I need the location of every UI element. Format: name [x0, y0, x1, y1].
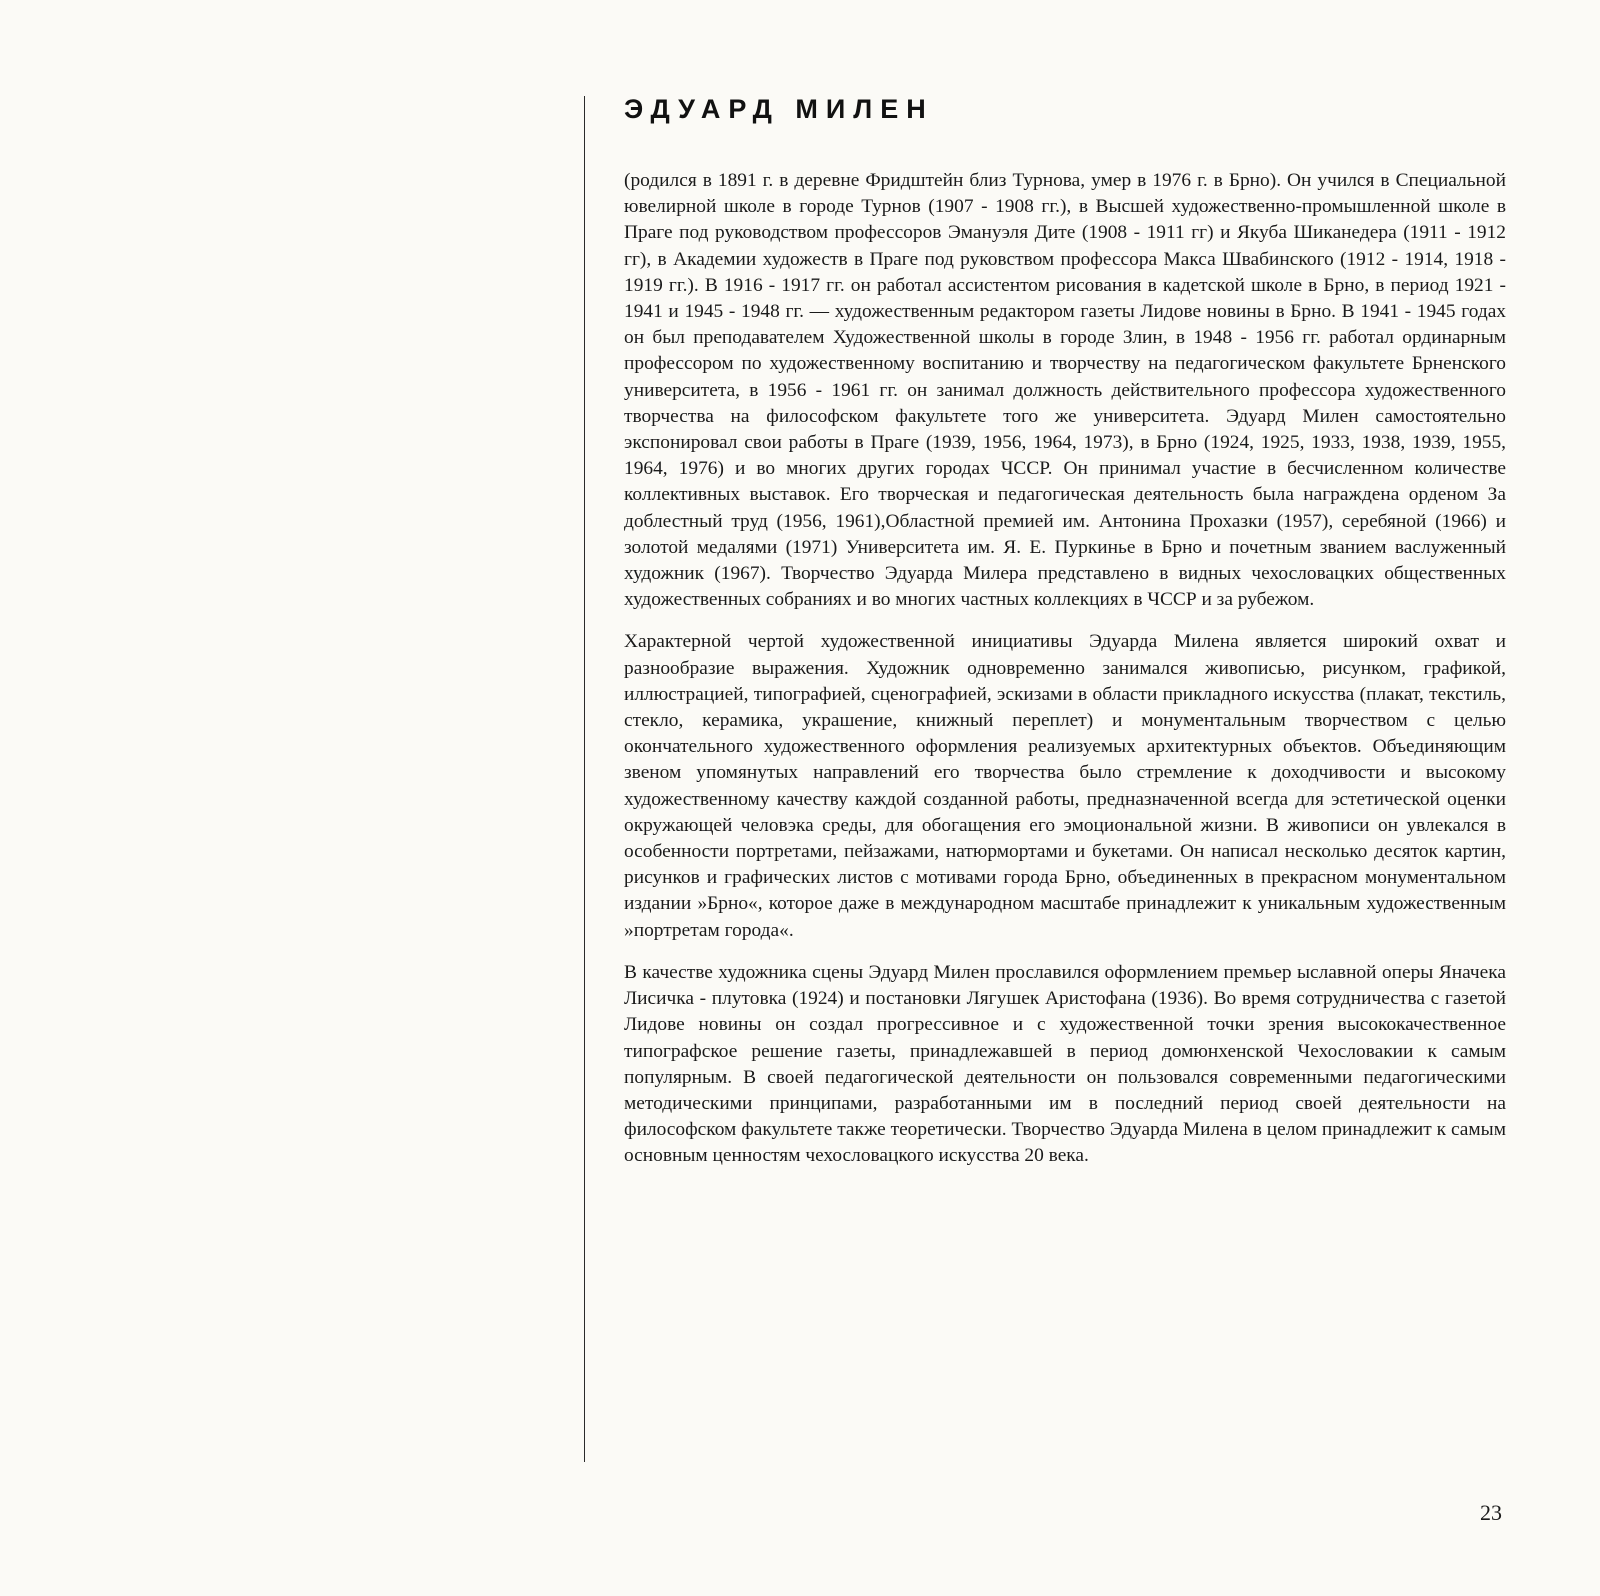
paragraph-stage-design: В качестве художника сцены Эдуард Милен прославился оформлением премьер ыславной оперы Яначека Лисичка - плутовка (1924) и постановки Лягушек Аристофана (1936). Во время сотрудничества с газетой Лидове новины он создал прогрессивное и с художественной точки зрения высококачественное типографское решение газеты, принадлежавшей в период домюнхенской Чехословакии к самым популярным. В своей педагогической деятельности он пользовался современными педагогическими методическими принципами, разработанными им в последний период своей деятельности на философском факультете также теоретически. Творчество Эдуарда Милена в целом принадлежит к самым основным ценностям чехословацкого искусства 20 века.	[624, 961, 1506, 1167]
vertical-rule	[584, 96, 585, 1462]
page-title: ЭДУАРД МИЛЕН	[624, 94, 934, 124]
paragraph-artistic-range: Характерной чертой художественной инициативы Эдуарда Милена является широкий охват и разнообразие выражения. Художник одновременно занимался живописью, рисунком, графикой, иллюстрацией, типографией, сценографией, эскизами в области прикладного искусства (плакат, текстиль, стекло, керамика, украшение, книжный переплет) и монументальным творчеством с целью окончательного художественного оформления реализуемых архитектурных объектов. Объединяющим звеном упомянутых направлений его творчества было стремление к доходчивости и высокому художественному качеству каждой созданной работы, предназначенной всегда для эстетической оценки окружающей человэка среды, для обогащения его эмоциональной жизни. В живописи он увлекался в особенности портретами, пейзажами, натюрмортами и букетами. Он написал несколько десяток картин, рисунков и графических листов с мотивами города Брно, объединенных в прекрасном монументальном издании »Брно«, которое даже в международном масштабе принадлежит к уникальным художественным »портретам города«.	[624, 631, 1506, 941]
paragraph-biography: (родился в 1891 г. в деревне Фридштейн близ Турнова, умер в 1976 г. в Брно). Он учился в Специальной ювелирной школе в городе Турнов (1907 - 1908 гг.), в Высшей художественно-промышленной школе в Праге под руководством профессоров Эмануэля Дите (1908 - 1911 гг) и Якуба Шиканедера (1911 - 1912 гг), в Академии художеств в Праге под руковством профессора Макса Швабинского (1912 - 1914, 1918 - 1919 гг.). В 1916 - 1917 гг. он работал ассистентом рисования в кадетской школе в Брно, в период 1921 - 1941 и 1945 - 1948 гг. — художественным редактором газеты Лидове новины в Брно. В 1941 - 1945 годах он был преподавателем Художественной школы в городе Злин, в 1948 - 1956 гг. работал ординарным профессором по художественному воспитанию и творчеству на педагогическом факультете Брненского университета, в 1956 - 1961 гг. он занимал должность действительного профессора художественного творчества на философском факультете того же университета. Эдуард Милен самостоятельно экспонировал свои работы в Праге (1939, 1956, 1964, 1973), в Брно (1924, 1925, 1933, 1938, 1939, 1955, 1964, 1976) и во многих других городах ЧССР. Он принимал участие в бесчисленном количестве коллективных выставок. Его творческая и педагогическая деятельность была награждена орденом За доблестный труд (1956, 1961),Областной премией им. Антонина Прохазки (1957), серебяной (1966) и золотой медалями (1971) Университета им. Я. Е. Пуркинье в Брно и почетным званием васлуженный художник (1967). Творчество Эдуарда Милера представлено в видных чехословацких общественных художественных собраниях и во многих частных коллекциях в ЧССР и за рубежом.	[624, 170, 1506, 611]
body-text	[624, 168, 1506, 1186]
page-number: 23	[1480, 1500, 1502, 1525]
